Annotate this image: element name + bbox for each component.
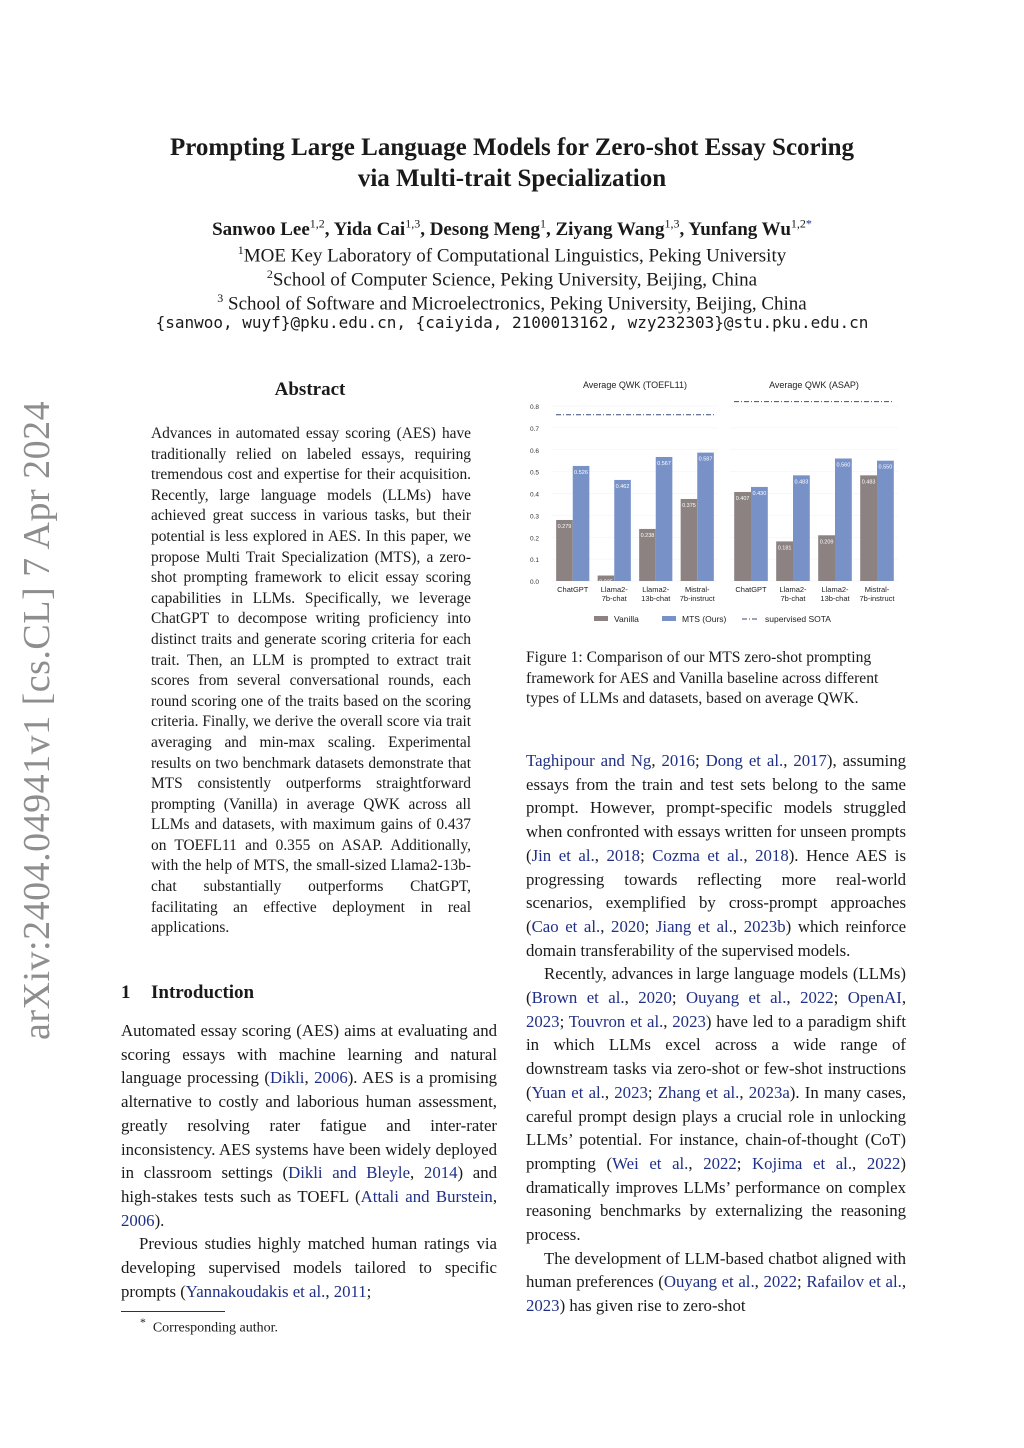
- author: Sanwoo Lee$^{1,2}$,: [212, 217, 334, 241]
- bar-value-label: 0.587: [698, 456, 713, 463]
- chart-title: Average QWK (ASAP): [769, 380, 859, 390]
- citation-link[interactable]: 2023: [614, 1082, 648, 1102]
- citation-link[interactable]: 2023b: [743, 916, 786, 936]
- citation-link[interactable]: Dikli and Bleyle: [288, 1163, 411, 1183]
- bar-mts: [751, 487, 768, 581]
- bar-value-label: 0.181: [777, 545, 792, 552]
- arxiv-identifier-stamp: arXiv:2404.04941v1 [cs.CL] 7 Apr 2024: [16, 400, 58, 1040]
- legend-swatch-mts: [662, 616, 676, 621]
- citation-link[interactable]: Attali and Burstein: [360, 1186, 493, 1206]
- x-tick-label: ChatGPT: [557, 585, 589, 594]
- citation-link[interactable]: Ouyang et al.: [663, 1272, 755, 1292]
- citation-link[interactable]: 2022: [866, 1153, 901, 1173]
- citation-link[interactable]: 2022: [800, 988, 834, 1008]
- citation-link[interactable]: Jiang et al.: [655, 916, 733, 936]
- abstract-text: Advances in automated essay scoring (AES) have traditionally relied on labeled essays, requiring tremendous cost and expertise for their acquisition. Recently, large language models (LLMs) have achieved great success in various tasks, but their potential is less explored in AES. In this paper, we propose Multi Trait Specialization (MTS), a zero-shot prompting framework to elicit essay scoring capabilities in LLMs. Specifically, we leverage ChatGPT to decompose writing proficiency into distinct traits and generate scoring criteria for each trait. Then, an LLM is prompted to extract trait scores from several conversational rounds, each round scoring one of the traits based on the scoring criteria. Finally, we derive the overall score via trait averaging and min-max scaling. Experimental results on two benchmark datasets demonstrate that MTS consistently outperforms straightforward prompting (Vanilla) in average QWK across all LLMs and datasets, with maximum gains of 0.437 on TOEFL11 and 0.355 on ASAP. Additionally, with the help of MTS, the small-sized Llama2-13b-chat substantially outperforms ChatGPT, facilitating an effective deployment in real applications.: [151, 425, 471, 937]
- bar-mts: [656, 457, 673, 581]
- legend-label-sota: supervised SOTA: [765, 614, 831, 624]
- y-tick-label: 0.6: [530, 447, 540, 455]
- citation-link[interactable]: 2017: [793, 751, 827, 770]
- corresponding-asterisk: *: [805, 217, 812, 231]
- bar-mts: [793, 475, 810, 581]
- right-column-body: [526, 749, 906, 1318]
- citation-link[interactable]: Kojima et al.: [752, 1153, 853, 1173]
- citation-link[interactable]: 2014: [423, 1163, 458, 1183]
- x-tick-label: 13b-chat: [820, 594, 850, 603]
- y-tick-label: 0.4: [530, 491, 540, 499]
- x-tick-label: 7b-chat: [601, 594, 627, 603]
- citation-link[interactable]: Cao et al.: [531, 916, 601, 936]
- citation-link[interactable]: 2006: [314, 1068, 348, 1088]
- citation-link[interactable]: OpenAI: [847, 988, 902, 1008]
- bar-vanilla: [734, 492, 751, 581]
- y-tick-label: 0.3: [530, 513, 540, 521]
- paragraph: Recently, advances in large language models (LLMs) (Brown et al., 2020; Ouyang et al., 2022; OpenAI, 2023; Touvron et al., 2023) have led to a paradigm shift in which LLMs excel across a wide range of downstream tasks via zero-shot or few-shot instructions (Yuan et al., 2023; Zhang et al., 2023a). In many cases, careful prompt design plays a crucial role in unlocking LLMs’ potential. For instance, chain-of-thought (CoT) prompting (Wei et al., 2022; Kojima et al., 2022) dramatically improves LLMs’ performance on complex reasoning benchmarks by externalizing the reasoning process.: [526, 964, 907, 1245]
- abstract-heading: Abstract: [274, 379, 346, 400]
- chart-panel-toefl11: [530, 380, 718, 603]
- x-tick-label: 7b-chat: [780, 594, 806, 603]
- bar-value-label: 0.209: [819, 539, 834, 546]
- author: Desong Meng$^1$,: [429, 217, 556, 241]
- bar-value-label: 0.407: [735, 495, 750, 502]
- citation-link[interactable]: Taghipour and Ng: [526, 751, 652, 770]
- citation-link[interactable]: 2018: [755, 845, 789, 865]
- chart-title: Average QWK (TOEFL11): [582, 380, 688, 390]
- citation-link[interactable]: 2023a: [748, 1082, 790, 1102]
- bar-value-label: 0.560: [836, 462, 851, 469]
- citation-link[interactable]: Brown et al.: [531, 988, 625, 1008]
- bar-value-label: 0.025: [599, 579, 613, 586]
- citation-link[interactable]: 2016: [661, 751, 696, 770]
- bar-mts: [614, 480, 631, 581]
- footnote-rule: [121, 1311, 225, 1312]
- bar-vanilla: [860, 475, 877, 581]
- bar-mts: [877, 461, 894, 581]
- citation-link[interactable]: Dong et al.: [705, 751, 784, 770]
- citation-link[interactable]: Yuan et al.: [531, 1082, 605, 1102]
- citation-link[interactable]: 2023: [526, 1296, 560, 1316]
- x-tick-label: 7b-instruct: [859, 594, 895, 603]
- title-line-2: via Multi-trait Specialization: [357, 165, 667, 192]
- citation-link[interactable]: 2022: [703, 1153, 737, 1173]
- affiliation-1: $^1$MOE Key Laboratory of Computational Linguistics, Peking University: [237, 243, 787, 267]
- citation-link[interactable]: 2023: [672, 1011, 706, 1031]
- chart-panel-asap: [730, 380, 898, 603]
- bar-mts: [835, 459, 852, 582]
- citation-link[interactable]: Yannakoudakis et al.: [185, 1281, 326, 1301]
- y-tick-label: 0.0: [530, 579, 540, 586]
- citation-link[interactable]: 2023: [526, 1011, 560, 1031]
- bar-value-label: 0.375: [682, 502, 696, 509]
- author-emails: {sanwoo, wuyf}@pku.edu.cn, {caiyida, 2100013162, wzy232303}@stu.pku.edu.cn: [155, 313, 869, 332]
- y-tick-label: 0.7: [530, 425, 540, 433]
- section-heading-introduction: 1 Introduction: [121, 982, 255, 1003]
- figure-caption: Figure 1: Comparison of our MTS zero-shot prompting framework for AES and Vanilla baseline across different types of LLMs and datasets, based on average QWK.: [526, 649, 879, 707]
- x-tick-label: Llama2-: [779, 585, 807, 594]
- citation-link[interactable]: Rafailov et al.: [806, 1272, 902, 1292]
- author: Ziyang Wang$^{1,3}$,: [555, 217, 689, 241]
- citation-link[interactable]: Jin et al.: [531, 845, 595, 865]
- x-tick-label: Llama2-: [600, 585, 628, 594]
- citation-link[interactable]: Touvron et al.: [568, 1011, 664, 1031]
- citation-link[interactable]: 2020: [611, 916, 645, 936]
- paragraph: The development of LLM-based chatbot aligned with human preferences (Ouyang et al., 2022; Rafailov et al., 2023) has given rise to zero-shot: [526, 1248, 907, 1316]
- x-tick-label: Mistral-: [684, 585, 710, 594]
- citation-link[interactable]: Wei et al.: [612, 1153, 689, 1173]
- bar-value-label: 0.238: [640, 532, 655, 539]
- bar-mts: [573, 466, 590, 581]
- legend-label-mts: MTS (Ours): [682, 614, 727, 624]
- bar-value-label: 0.279: [557, 523, 572, 530]
- affiliation-3: $^3$ School of Software and Microelectronics, Peking University, Beijing, China: [217, 291, 807, 315]
- bar-value-label: 0.550: [878, 464, 893, 471]
- bar-value-label: 0.430: [752, 490, 767, 497]
- y-tick-label: 0.1: [530, 557, 540, 565]
- paragraph: Automated essay scoring (AES) aims at evaluating and scoring essays with machine learning and natural language processing (Dikli, 2006). AES is a promising alternative to costly and laborious human assessment, greatly resolving rater fatigue and inter-rater inconsistency. AES systems have been widely deployed in classroom settings (Dikli and Bleyle, 2014) and high-stakes tests such as TOEFL (Attali and Burstein, 2006).: [121, 1021, 498, 1230]
- y-tick-label: 0.2: [530, 535, 540, 543]
- citation-link[interactable]: 2006: [121, 1210, 155, 1230]
- left-column-body: [121, 1019, 497, 1303]
- citation-link[interactable]: Cozma et al.: [652, 845, 744, 865]
- x-tick-label: Llama2-: [642, 585, 670, 594]
- chart-legend: [594, 614, 831, 624]
- citation-link[interactable]: Dikli: [269, 1068, 305, 1088]
- x-tick-label: Llama2-: [821, 585, 849, 594]
- bar-value-label: 0.567: [657, 460, 671, 467]
- citation-link[interactable]: 2022: [763, 1272, 798, 1292]
- paragraph: Taghipour and Ng, 2016; Dong et al., 2017), assuming essays from the train and test sets belong to the same prompt. However, prompt-specific models struggled when confronted with essays written for unseen prompts (Jin et al., 2018; Cozma et al., 2018). Hence AES is progressing towards reflecting more real-world scenarios, exemplified by cross-prompt approaches (Cao et al., 2020; Jiang et al., 2023b) which reinforce domain transferability of the supervised models.: [526, 751, 907, 960]
- paper-title: [0, 132, 1024, 194]
- x-tick-label: 13b-chat: [641, 594, 671, 603]
- bar-value-label: 0.483: [794, 479, 809, 486]
- x-tick-label: 7b-instruct: [679, 594, 715, 603]
- y-tick-label: 0.5: [530, 469, 540, 477]
- title-line-1: Prompting Large Language Models for Zero-shot Essay Scoring: [169, 134, 855, 161]
- author: Yunfang $Wu^{1,2*}$: [688, 217, 812, 241]
- bar-value-label: 0.526: [574, 469, 588, 476]
- author: Yida Cai$^{1,3}$,: [333, 217, 430, 241]
- bar-mts: [697, 453, 714, 581]
- figure-1-chart: [522, 370, 906, 634]
- citation-link[interactable]: 2011: [333, 1281, 367, 1301]
- citation-link[interactable]: Zhang et al.: [657, 1082, 740, 1102]
- legend-label-vanilla: Vanilla: [614, 614, 639, 624]
- citation-link[interactable]: 2020: [638, 988, 672, 1008]
- citation-link[interactable]: 2018: [606, 845, 641, 865]
- x-tick-label: Mistral-: [864, 585, 890, 594]
- footnote: * Corresponding author.: [140, 1316, 279, 1336]
- y-tick-label: 0.8: [530, 404, 540, 411]
- legend-swatch-vanilla: [594, 616, 608, 621]
- citation-link[interactable]: Ouyang et al.: [685, 988, 787, 1008]
- affiliation-2: $^2$School of Computer Science, Peking University, Beijing, China: [266, 267, 758, 291]
- bar-vanilla: [681, 499, 698, 581]
- paragraph: Previous studies highly matched human ratings via developing supervised models tailored to specific prompts (Yannakoudakis et al., 2011;: [121, 1234, 497, 1301]
- bar-value-label: 0.483: [861, 479, 876, 486]
- bar-value-label: 0.462: [615, 483, 630, 490]
- x-tick-label: ChatGPT: [735, 585, 767, 594]
